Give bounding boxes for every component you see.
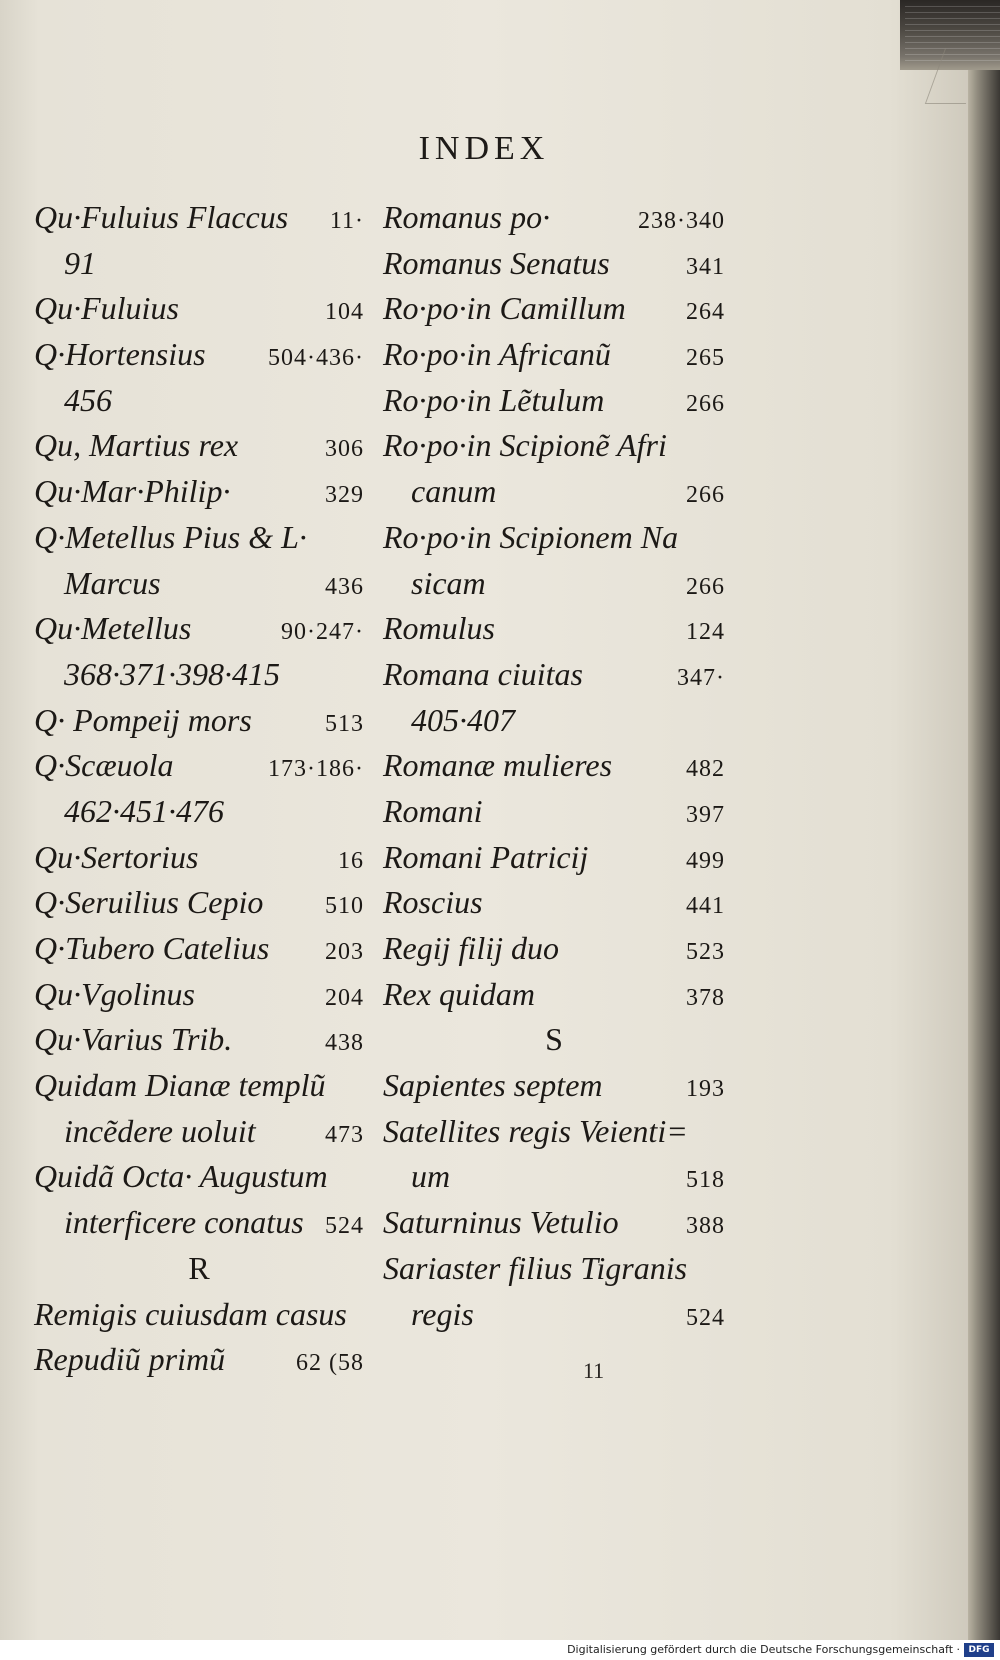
index-entry [383,561,725,607]
entry-text: 405·407 [411,701,515,738]
entry-page-number: 524 [686,1304,725,1331]
entry-text: Sariaster filius Tigranis [383,1249,688,1286]
index-entry [383,926,725,972]
entry-text: Q·Metellus Pius & L· [34,518,307,555]
entry-text: interficere conatus [64,1204,304,1241]
entry-page-number: 238·340 [638,208,725,234]
index-entry [34,378,364,424]
entry-text: Qu, Martius rex [34,427,239,464]
index-entry [34,835,364,881]
entry-text: Qu·Fuluius [34,290,179,327]
index-entry [34,652,364,698]
entry-text: Ro·po·in Scipionem Na [383,518,679,555]
entry-page-number: 524 [325,1213,364,1240]
index-entry [34,423,364,469]
index-entry [34,469,364,515]
entry-page-number: 397 [686,801,725,828]
entry-text: Qu·Fuluius Flaccus [34,199,289,235]
entry-page-number: 16 [338,847,364,874]
index-entry [34,561,364,607]
index-entry [383,606,725,652]
index-entry [34,698,364,744]
entry-page-number: 341 [686,253,725,280]
entry-text: Saturninus Vetulio [383,1204,619,1241]
entry-text: 462·451·476 [64,792,224,829]
entry-text: regis [411,1295,474,1332]
entry-page-number: 513 [325,710,364,737]
index-entry [34,1109,364,1155]
index-entry [34,1063,364,1109]
entry-text: Qu·Metellus [34,610,192,647]
entry-page-number: 306 [325,436,364,463]
entry-page-number: 265 [686,345,725,372]
entry-text: sicam [411,564,486,601]
entry-page-number: 124 [686,619,725,646]
index-entry [383,378,725,424]
entry-page-number: 264 [686,299,725,326]
entry-text: 456 [64,381,112,418]
entry-text: Ro·po·in Camillum [383,290,626,327]
entry-page-number: 518 [686,1167,725,1194]
entry-text: Romanus Senatus [383,244,610,281]
entry-page-number: 104 [325,299,364,326]
index-letter-heading [383,1017,725,1063]
index-entry [383,1200,725,1246]
entry-page-number: 329 [325,482,364,509]
entry-text: Satellites regis Veienti= [383,1112,688,1149]
entry-page-number: 504·436· [268,345,364,372]
entry-text: incẽdere uoluit [64,1112,256,1149]
entry-text: R [188,1249,210,1286]
index-letter-heading [34,1246,364,1292]
footer-credit: Digitalisierung gefördert durch die Deutsche Forschungsgemeinschaft · [567,1643,960,1656]
entry-page-number: 441 [686,893,725,920]
index-entry [383,789,725,835]
entry-page-number: 203 [325,939,364,965]
entry-text: Roscius [383,884,483,921]
index-entry [383,743,725,789]
entry-text: S [545,1021,563,1058]
entry-text: Q·Hortensius [34,336,206,373]
entry-text: Q·Scæuola [34,747,174,784]
entry-text: Qu·Mar·Philip· [34,473,231,510]
entry-text: Q·Seruilius Cepio [34,884,264,921]
index-entry [34,332,364,378]
index-column-left [34,195,364,1383]
entry-text: Quidã Octa· Augustum [34,1158,328,1195]
entry-text: Qu·Varius Trib. [34,1021,233,1058]
index-entry [383,1246,725,1292]
entry-page-number: 347· [677,664,725,691]
entry-text: Qu·Vgolinus [34,975,195,1012]
entry-text: Romanæ mulieres [383,747,613,784]
entry-text: canum [411,473,497,510]
entry-text: Regij filij duo [383,930,559,966]
index-entry [34,1154,364,1200]
entry-page-number: 11· [329,208,364,234]
entry-page-number: 378 [686,984,725,1011]
index-entry [383,286,725,332]
index-entry [383,1154,725,1200]
entry-text: Rex quidam [383,975,535,1012]
index-entry [34,1292,364,1338]
entry-page-number: 482 [686,756,725,783]
entry-text: Ro·po·in Lẽtulum [383,381,605,418]
index-entry [383,698,725,744]
index-entry [34,606,364,652]
entry-text: Quidam Dianæ templũ [34,1067,326,1104]
index-entry [383,1109,725,1155]
index-entry [383,1292,725,1338]
entry-text: 91 [64,244,96,281]
entry-page-number: 436 [325,573,364,600]
index-entry [34,1200,364,1246]
entry-text: Ro·po·in Scipionẽ Afri [383,427,667,464]
entry-text: Romanus po· [383,199,551,235]
entry-page-number: 388 [686,1213,725,1240]
index-entry [383,1063,725,1109]
index-entry [34,1017,364,1063]
entry-page-number: 173·186· [268,756,364,783]
entry-page-number: 62 (58 [296,1350,364,1377]
entry-text: Romana ciuitas [383,655,583,692]
entry-page-number: 523 [686,939,725,965]
entry-page-number: 473 [325,1121,364,1148]
entry-page-number: 266 [686,390,725,417]
index-entry [34,972,364,1018]
entry-text: 368·371·398·415 [64,655,280,692]
entry-text: Q· Pompeij mors [34,701,252,738]
entry-text: um [411,1158,451,1195]
index-entry [383,241,725,287]
entry-page-number: 90·247· [281,619,364,646]
entry-page-number: 266 [686,573,725,600]
entry-page-number: 266 [686,482,725,509]
index-entry [383,515,725,561]
entry-page-number: 438 [325,1030,364,1057]
entry-text: Remigis cuiusdam casus [34,1295,347,1332]
index-entry [383,469,725,515]
entry-text: Romani [383,792,483,829]
index-entry [34,880,364,926]
index-column-right [383,195,725,1337]
entry-text: Ro·po·in Africanũ [383,336,611,373]
page-edge [968,0,1000,1640]
index-entry [34,789,364,835]
entry-text: Romani Patricij [383,838,589,875]
page-title: INDEX [418,130,550,167]
entry-page-number: 510 [325,893,364,920]
index-entry [34,286,364,332]
entry-text: Sapientes septem [383,1067,603,1104]
entry-page-number: 499 [686,847,725,874]
entry-text: Qu·Sertorius [34,838,199,875]
index-entry [34,1337,364,1383]
dfg-logo: DFG [964,1643,994,1657]
entry-page-number: 193 [686,1076,725,1103]
index-entry [383,332,725,378]
index-entry [383,652,725,698]
index-entry [34,195,364,241]
entry-text: Repudiũ primũ [34,1341,226,1378]
entry-text: Romulus [383,610,495,647]
entry-text: Q·Tubero Catelius [34,930,270,966]
index-entry [34,743,364,789]
index-entry [383,423,725,469]
index-entry [383,972,725,1018]
entry-page-number: 204 [325,984,364,1011]
entry-text: Marcus [64,564,161,601]
index-entry [34,241,364,287]
index-entry [383,880,725,926]
index-entry [383,195,725,241]
index-entry [34,926,364,972]
folio-number: 11 [583,1358,605,1383]
index-entry [383,835,725,881]
index-entry [34,515,364,561]
